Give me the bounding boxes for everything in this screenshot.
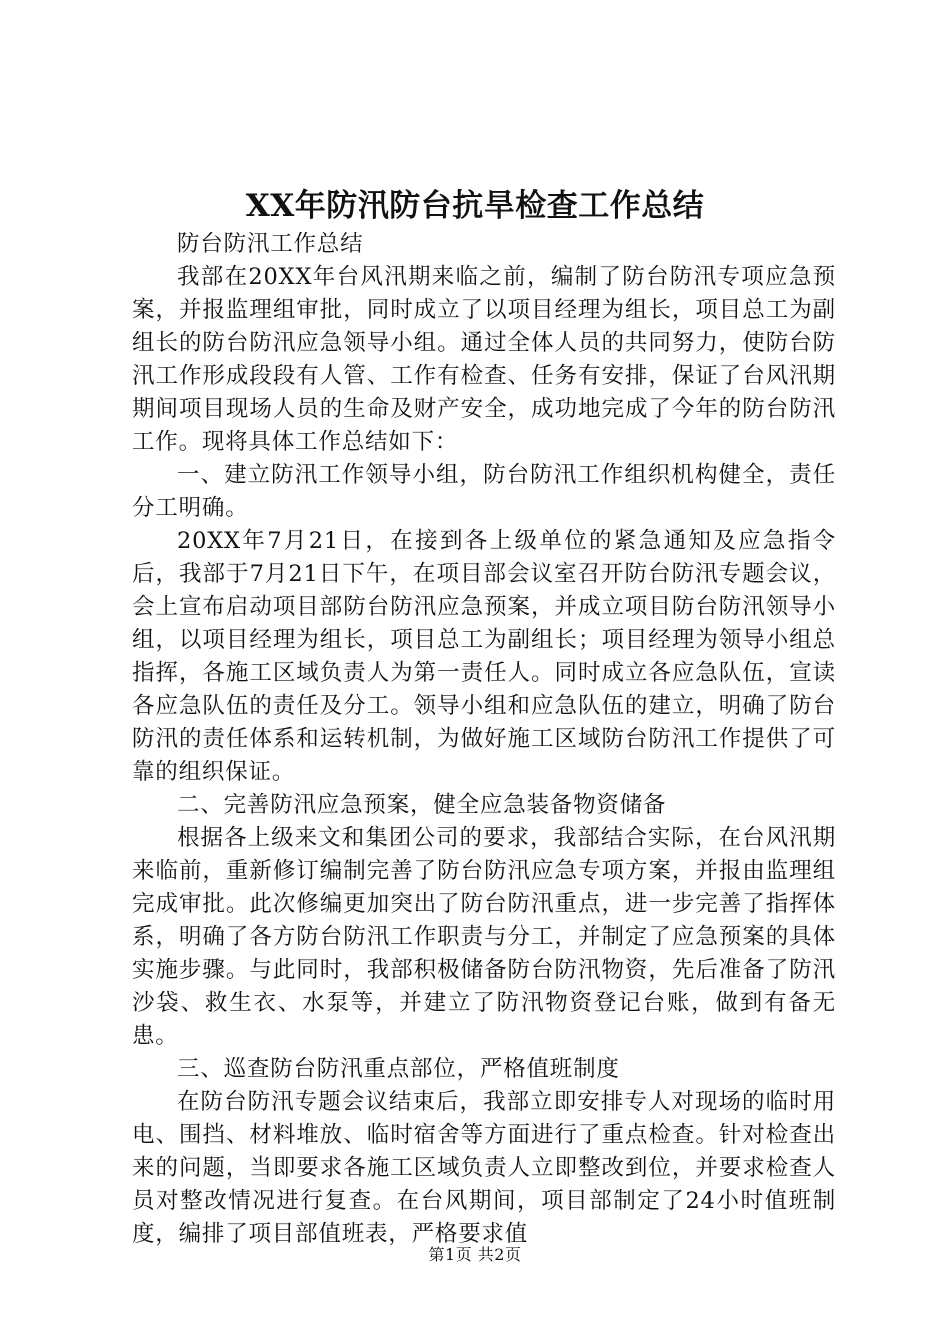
body-paragraph: 20XX年7月21日，在接到各上级单位的紧急通知及应急指令后，我部于7月21日下午，在项目部会议室召开防台防汛专题会议，会上宣布启动项目部防台防汛应急预案，并成立项目防台防汛领导小组，以项目经理为组长，项目总工为副组长；项目经理为领导小组总指挥，各施工区域负责人为第一责任人。同时成立各应急队伍，宣读各应急队伍的责任及分工。领导小组和应急队伍的建立，明确了防台防汛的责任体系和运转机制，为做好施工区域防台防汛工作提供了可靠的组织保证。 bbox=[132, 528, 836, 785]
document-body bbox=[132, 228, 836, 1251]
document-title: XX年防汛防台抗旱检查工作总结 bbox=[245, 188, 705, 224]
body-paragraph: 在防台防汛专题会议结束后，我部立即安排专人对现场的临时用电、围挡、材料堆放、临时宿舍等方面进行了重点检查。针对检查出来的问题，当即要求各施工区域负责人立即整改到位，并要求检查人员对整改情况进行复查。在台风期间，项目部制定了24小时值班制度，编排了项目部值班表，严格要求值 bbox=[132, 1089, 836, 1247]
body-paragraph: 根据各上级来文和集团公司的要求，我部结合实际，在台风汛期来临前，重新修订编制完善了防台防汛应急专项方案，并报由监理组完成审批。此次修编更加突出了防台防汛重点，进一步完善了指挥体系，明确了各方防台防汛工作职责与分工，并制定了应急预案的具体实施步骤。与此同时，我部积极储备防台防汛物资，先后准备了防汛沙袋、救生衣、水泵等，并建立了防汛物资登记台账，做到有备无患。 bbox=[132, 825, 836, 1049]
section-heading: 一、建立防汛工作领导小组，防台防汛工作组织机构健全，责任分工明确。 bbox=[132, 462, 836, 521]
section-heading: 防台防汛工作总结 bbox=[177, 231, 364, 257]
section-heading: 三、巡查防台防汛重点部位，严格值班制度 bbox=[177, 1056, 620, 1082]
section-heading: 二、完善防汛应急预案，健全应急装备物资储备 bbox=[177, 792, 667, 818]
body-paragraph: 我部在20XX年台风汛期来临之前，编制了防台防汛专项应急预案，并报监理组审批，同时成立了以项目经理为组长，项目总工为副组长的防台防汛应急领导小组。通过全体人员的共同努力，使防台防汛工作形成段段有人管、工作有检查、任务有安排，保证了台风汛期期间项目现场人员的生命及财产安全，成功地完成了今年的防台防汛工作。现将具体工作总结如下： bbox=[132, 264, 836, 455]
page-number: 第1页 共2页 bbox=[428, 1245, 522, 1264]
